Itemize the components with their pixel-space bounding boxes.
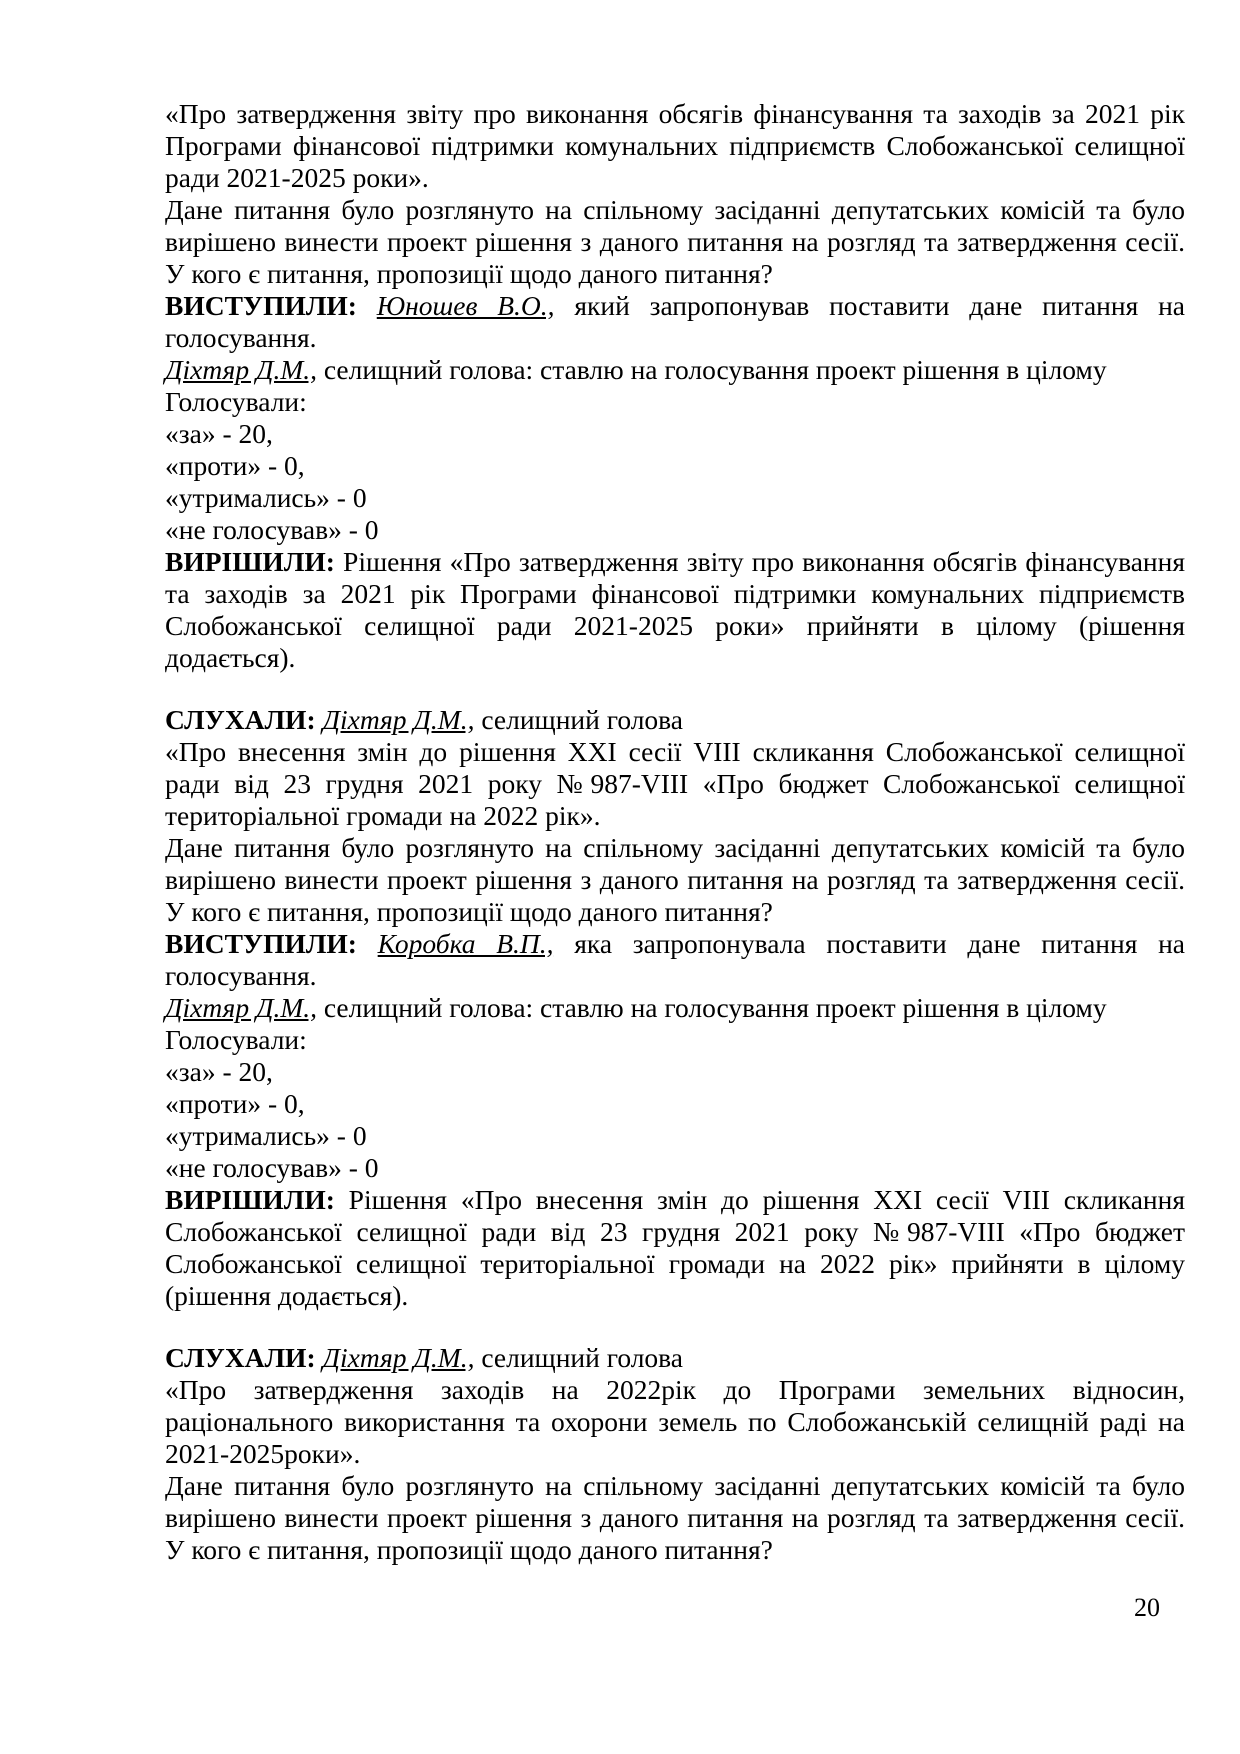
speaker-text: який запропонував поставити дане питання на голосування. xyxy=(165,290,1185,353)
vote-utrymalysia: «утримались» - 0 xyxy=(165,1120,367,1151)
item2-slukhaly xyxy=(165,704,1185,736)
chair-role: селищний голова xyxy=(474,1342,684,1373)
item3-slukhaly xyxy=(165,1342,1185,1374)
vyrishyly-label: ВИРІШИЛИ: xyxy=(165,546,335,577)
section-gap xyxy=(165,1312,1185,1342)
item2-decision xyxy=(165,1184,1185,1312)
item1-discussion: Дане питання було розглянуто на спільному засіданні депутатських комісій та було вирішено винести проект рішення з даного питання на розгляд та затвердження сесії. У кого є питання, пропозиції щодо даного питання? xyxy=(165,194,1185,289)
voted-label: Голосували: xyxy=(165,386,307,417)
vote-za: «за» - 20, xyxy=(165,1056,273,1087)
chair-role: селищний голова xyxy=(474,704,684,735)
page-number: 20 xyxy=(1134,1593,1160,1622)
section-gap xyxy=(165,674,1185,704)
chair-name: Діхтяр Д.М., xyxy=(165,354,317,385)
item2-title: «Про внесення змін до рішення XXI сесії VIII скликання Слобожанської селищної ради від 23 грудня 2021 року №987-VIII «Про бюджет Слобожанської селищної територіальної громади на 2022 рік». xyxy=(165,736,1185,831)
item1-vystupyly xyxy=(165,290,1185,354)
decision-text: Рішення «Про внесення змін до рішення XXI сесії VIII скликання Слобожанської селищної ради від 23 грудня 2021 року №987-VIII «Про бюджет Слобожанської селищної територіальної громади на 2022 рік» прийняти в цілому (рішення додається). xyxy=(165,1184,1185,1311)
speaker-text: яка запропонувала поставити дане питання на голосування. xyxy=(165,928,1185,991)
speaker-name: Коробка В.П., xyxy=(377,928,554,959)
vote-ne-holosuvav: «не голосував» - 0 xyxy=(165,514,379,545)
chair-vote-text: селищний голова: ставлю на голосування проект рішення в цілому xyxy=(316,992,1107,1023)
vystupyly-label: ВИСТУПИЛИ: xyxy=(165,928,357,959)
item2-vystupyly xyxy=(165,928,1185,992)
chair-name: Діхтяр Д.М., xyxy=(322,704,475,735)
chair-name: Діхтяр Д.М., xyxy=(165,992,317,1023)
vyrishyly-label: ВИРІШИЛИ: xyxy=(165,1184,335,1215)
item1-chair-vote xyxy=(165,354,1185,386)
document-page xyxy=(165,98,1185,1566)
vote-proty: «проти» - 0, xyxy=(165,1088,305,1119)
item3-discussion: Дане питання було розглянуто на спільному засіданні депутатських комісій та було вирішено винести проект рішення з даного питання на розгляд та затвердження сесії. У кого є питання, пропозиції щодо даного питання? xyxy=(165,1470,1185,1565)
item2-discussion: Дане питання було розглянуто на спільному засіданні депутатських комісій та було вирішено винести проект рішення з даного питання на розгляд та затвердження сесії. У кого є питання, пропозиції щодо даного питання? xyxy=(165,832,1185,927)
vystupyly-label: ВИСТУПИЛИ: xyxy=(165,290,357,321)
vote-proty: «проти» - 0, xyxy=(165,450,305,481)
chair-name: Діхтяр Д.М., xyxy=(322,1342,475,1373)
item2-chair-vote xyxy=(165,992,1185,1024)
vote-utrymalysia: «утримались» - 0 xyxy=(165,482,367,513)
item1-decision xyxy=(165,546,1185,674)
item1-title: «Про затвердження звіту про виконання обсягів фінансування та заходів за 2021 рік Програми фінансової підтримки комунальних підприємств Слобожанської селищної ради 2021-2025 роки». xyxy=(165,98,1185,193)
chair-vote-text: селищний голова: ставлю на голосування проект рішення в цілому xyxy=(316,354,1107,385)
item3-title: «Про затвердження заходів на 2022рік до Програми земельних відносин, раціонального використання та охорони земель по Слобожанській селищній раді на 2021-2025роки». xyxy=(165,1374,1185,1469)
vote-za: «за» - 20, xyxy=(165,418,273,449)
slukhaly-label: СЛУХАЛИ: xyxy=(165,1342,316,1373)
voted-label: Голосували: xyxy=(165,1024,307,1055)
decision-text: Рішення «Про затвердження звіту про виконання обсягів фінансування та заходів за 2021 рік Програми фінансової підтримки комунальних підприємств Слобожанської селищної ради 2021-2025 роки» прийняти в цілому (рішення додається). xyxy=(165,546,1185,673)
slukhaly-label: СЛУХАЛИ: xyxy=(165,704,316,735)
speaker-name: Юношев В.О., xyxy=(376,290,555,321)
vote-ne-holosuvav: «не голосував» - 0 xyxy=(165,1152,379,1183)
